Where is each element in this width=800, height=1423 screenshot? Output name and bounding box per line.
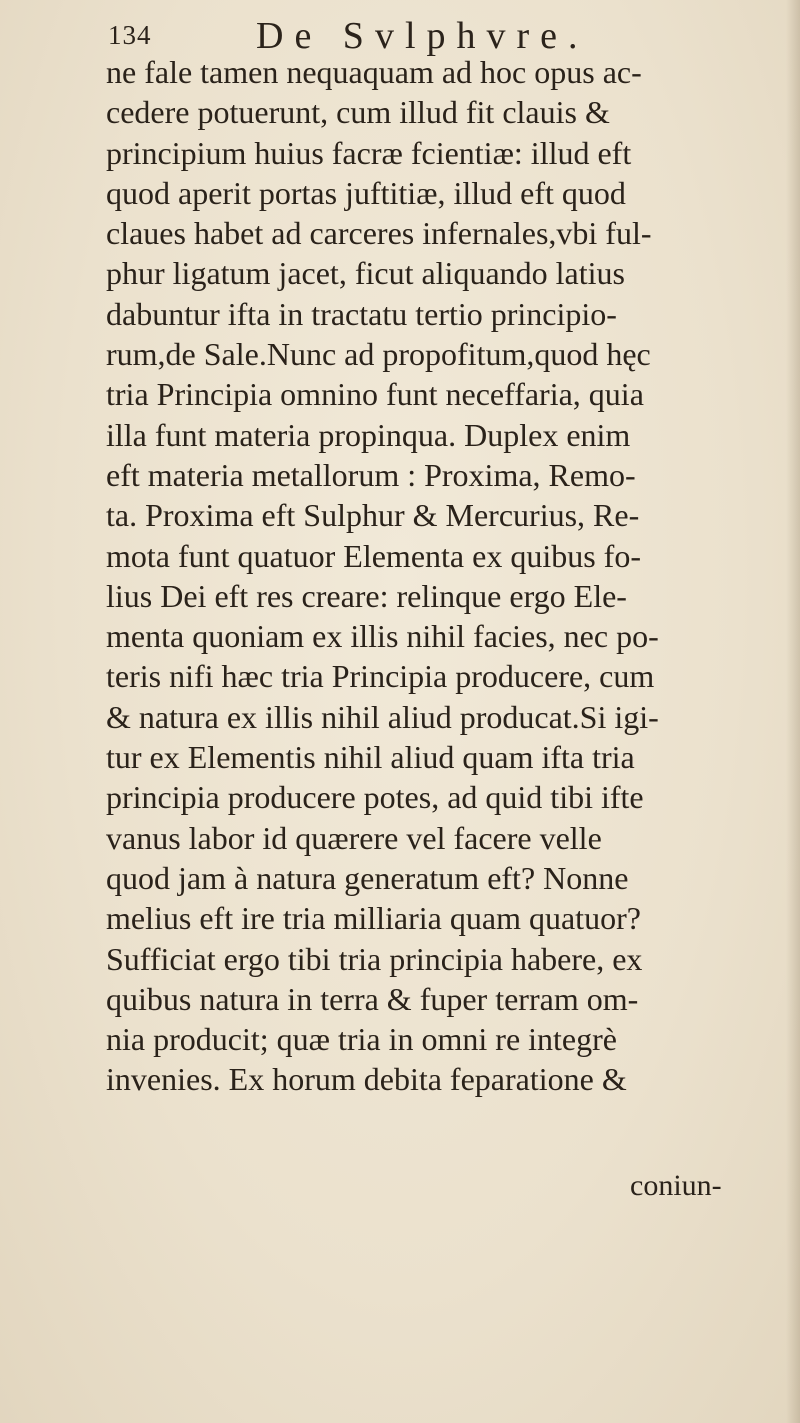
- text-line: illa funt materia propinqua. Duplex enim: [106, 416, 631, 453]
- text-line: tur ex Elementis nihil aliud quam ifta tria: [106, 739, 635, 776]
- text-line: ta. Proxima eft Sulphur & Mercurius, Re-: [106, 497, 640, 534]
- text-line: & natura ex illis nihil aliud producat.Si igi-: [106, 698, 659, 735]
- text-line: ne fale tamen nequaquam ad hoc opus ac-: [106, 54, 642, 90]
- text-line: principium huius facræ fcientiæ: illud eft: [106, 134, 632, 171]
- text-line: quod aperit portas juftitiæ, illud eft quod: [106, 174, 626, 211]
- body-text: [106, 52, 796, 1100]
- text-line: quod jam à natura generatum eft? Nonne: [106, 859, 629, 896]
- text-line: melius eft ire tria milliaria quam quatuor?: [106, 900, 641, 937]
- text-line: cedere potuerunt, cum illud fit clauis &: [106, 94, 610, 131]
- text-line: claues habet ad carceres infernales,vbi ful-: [106, 215, 652, 252]
- text-line: tria Principia omnino funt neceffaria, quia: [106, 376, 644, 413]
- text-line: invenies. Ex horum debita feparatione &: [106, 1061, 627, 1098]
- text-line: vanus labor id quærere vel facere velle: [106, 819, 602, 856]
- text-line: eft materia metallorum : Proxima, Remo-: [106, 456, 636, 493]
- page-number: 134: [108, 20, 152, 50]
- text-line: menta quoniam ex illis nihil facies, nec po-: [106, 618, 659, 655]
- text-line: phur ligatum jacet, ficut aliquando latius: [106, 255, 625, 292]
- catchword: coniun-: [630, 1169, 722, 1202]
- text-line: rum,de Sale.Nunc ad propofitum,quod hęc: [106, 336, 651, 373]
- text-line: lius Dei eft res creare: relinque ergo Ele-: [106, 577, 627, 614]
- text-line: mota funt quatuor Elementa ex quibus fo-: [106, 537, 641, 574]
- text-line: quibus natura in terra & fuper terram om-: [106, 980, 639, 1017]
- text-line: Sufficiat ergo tibi tria principia habere, ex: [106, 940, 643, 977]
- text-line: teris nifi hæc tria Principia producere, cum: [106, 658, 655, 695]
- text-line: dabuntur ifta in tractatu tertio principio-: [106, 295, 617, 332]
- text-line: principia producere potes, ad quid tibi ifte: [106, 779, 644, 816]
- running-head: De Svlphvre.: [256, 15, 589, 57]
- text-line: nia producit; quæ tria in omni re integrè: [106, 1021, 617, 1058]
